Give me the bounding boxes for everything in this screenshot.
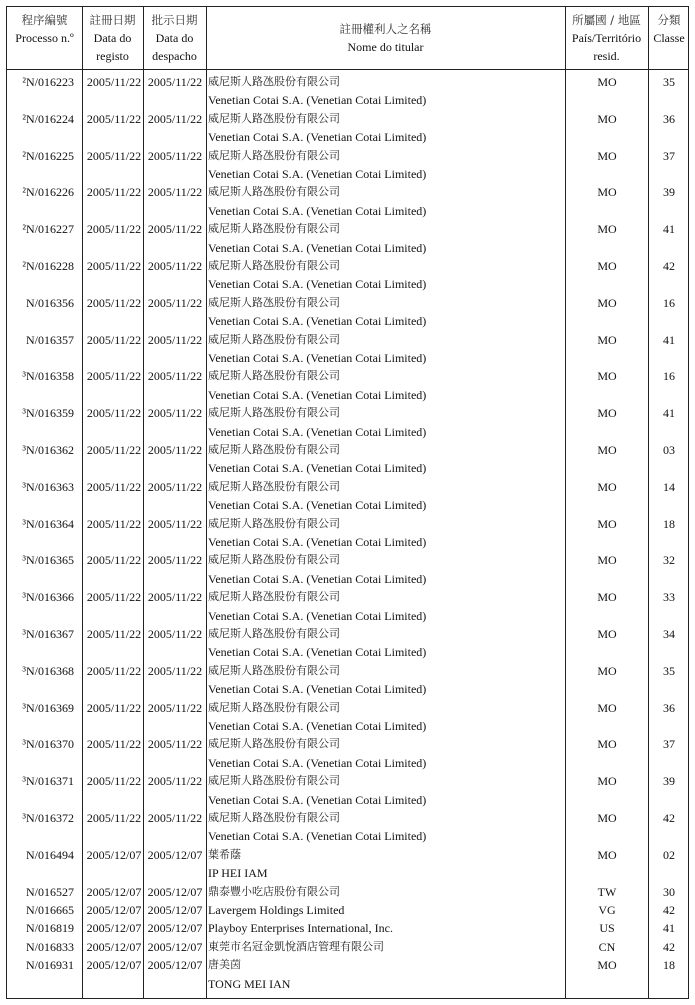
holder-name [208, 220, 563, 257]
registration-date: 2005/12/07 [86, 884, 142, 899]
registration-date: 2005/11/22 [86, 75, 142, 89]
country-code: MO [597, 258, 617, 273]
holder-name-zh: 東莞市名冠金凱悅酒店管理有限公司 [208, 939, 384, 953]
country-code: MO [597, 406, 617, 421]
table-row [7, 441, 688, 478]
registration-date: 2005/11/22 [86, 111, 142, 126]
table-row [7, 735, 688, 772]
table-row [7, 846, 688, 883]
dispatch-date: 2005/11/22 [147, 479, 203, 494]
holder-name-zh: 鼎泰豐小吃店股份有限公司 [208, 884, 340, 898]
class-number: 42 [663, 902, 675, 917]
country-code: MO [597, 958, 617, 973]
header-reg-date [82, 7, 143, 69]
table-row [7, 901, 688, 919]
holder-name [208, 625, 563, 662]
holder-name-zh: 威尼斯人路氹股份有限公司 [208, 406, 340, 420]
process-number: ²N/016223 [22, 75, 74, 89]
country-code: MO [597, 700, 617, 715]
dispatch-date: 2005/11/22 [147, 553, 203, 568]
process-number: ³N/016359 [22, 406, 74, 421]
holder-name [208, 478, 563, 515]
country-code: MO [597, 295, 617, 310]
country-code: MO [597, 663, 617, 678]
holder-name-en: Venetian Cotai S.A. (Venetian Cotai Limited) [208, 130, 427, 145]
header-desp-date-zh: 批示日期 [151, 13, 198, 27]
holder-name [208, 147, 563, 184]
holder-name-en: Lavergem Holdings Limited [208, 902, 345, 917]
dispatch-date: 2005/11/22 [147, 369, 203, 384]
header-holder [206, 7, 565, 69]
holder-name-zh: 威尼斯人路氹股份有限公司 [208, 295, 340, 309]
holder-name-zh: 唐美茵 [208, 958, 241, 972]
process-number: ³N/016369 [22, 700, 74, 715]
dispatch-date: 2005/11/22 [147, 442, 203, 457]
class-number: 33 [663, 590, 675, 605]
dispatch-date: 2005/11/22 [147, 700, 203, 715]
process-number: ³N/016370 [22, 737, 74, 752]
class-number: 30 [663, 884, 675, 899]
holder-name-zh: 葉希蔭 [208, 847, 241, 861]
table-row [7, 551, 688, 588]
holder-name-en: Venetian Cotai S.A. (Venetian Cotai Limited) [208, 498, 427, 513]
process-number: ²N/016227 [22, 222, 74, 237]
class-number: 42 [663, 258, 675, 273]
table-row [7, 147, 688, 184]
class-number: 35 [663, 663, 675, 678]
holder-name [208, 883, 563, 901]
holder-name-en: Venetian Cotai S.A. (Venetian Cotai Limited) [208, 167, 427, 181]
class-number: 42 [663, 810, 675, 825]
holder-name [208, 956, 563, 993]
header-holder-zh: 註冊權利人之名稱 [339, 22, 432, 36]
header-process [7, 7, 82, 69]
header-divider [7, 69, 688, 70]
registration-date: 2005/11/22 [86, 553, 142, 568]
registration-date: 2005/11/22 [86, 774, 142, 789]
country-code: VG [598, 902, 616, 917]
holder-name-en: Venetian Cotai S.A. (Venetian Cotai Limited) [208, 608, 427, 623]
holder-name [208, 73, 563, 110]
holder-name-zh: 威尼斯人路氹股份有限公司 [208, 75, 340, 88]
holder-name [208, 809, 563, 846]
dispatch-date: 2005/11/22 [147, 737, 203, 752]
class-number: 03 [663, 442, 675, 457]
country-code: MO [597, 774, 617, 789]
header-reg-date-zh: 註冊日期 [89, 13, 136, 27]
process-number: N/016833 [26, 939, 74, 954]
registration-date: 2005/11/22 [86, 700, 142, 715]
table-row [7, 662, 688, 699]
header-class-pt: Classe [653, 31, 685, 45]
country-code: MO [597, 516, 617, 531]
holder-name [208, 938, 563, 956]
country-code: US [599, 921, 615, 936]
holder-name [208, 515, 563, 552]
holder-name [208, 441, 563, 478]
country-code: MO [597, 185, 617, 200]
table-row [7, 772, 688, 809]
holder-name-zh: 威尼斯人路氹股份有限公司 [208, 185, 340, 199]
registration-date: 2005/11/22 [86, 479, 142, 494]
holder-name-zh: 威尼斯人路氹股份有限公司 [208, 737, 340, 751]
holder-name-en: Venetian Cotai S.A. (Venetian Cotai Limited) [208, 203, 427, 218]
dispatch-date: 2005/12/07 [147, 921, 203, 936]
registration-date: 2005/12/07 [86, 921, 142, 936]
process-number: ³N/016365 [22, 553, 74, 568]
table-row [7, 331, 688, 368]
holder-name-en: Venetian Cotai S.A. (Venetian Cotai Limited) [208, 240, 427, 255]
class-number: 42 [663, 939, 675, 954]
registration-date: 2005/11/22 [86, 222, 142, 237]
class-number: 16 [663, 295, 675, 310]
registration-date: 2005/12/07 [86, 958, 142, 973]
table-row [7, 73, 688, 110]
holder-name-zh: 威尼斯人路氹股份有限公司 [208, 442, 340, 456]
process-number: N/016665 [26, 902, 74, 917]
holder-name [208, 367, 563, 404]
table-row [7, 367, 688, 404]
holder-name [208, 331, 563, 368]
table-row [7, 478, 688, 515]
holder-name [208, 772, 563, 809]
class-number: 36 [663, 111, 675, 126]
holder-name-en: Venetian Cotai S.A. (Venetian Cotai Limited) [208, 424, 427, 439]
registration-date: 2005/12/07 [86, 902, 142, 917]
holder-name-zh: 威尼斯人路氹股份有限公司 [208, 590, 340, 604]
class-number: 39 [663, 774, 675, 789]
header-process-pt: Processo n.º [15, 31, 74, 45]
registration-date: 2005/12/07 [86, 847, 142, 862]
registration-date: 2005/11/22 [86, 810, 142, 825]
dispatch-date: 2005/11/22 [147, 516, 203, 531]
class-number: 32 [663, 553, 675, 568]
registration-date: 2005/11/22 [86, 737, 142, 752]
table-row [7, 220, 688, 257]
country-code: MO [597, 442, 617, 457]
process-number: N/016356 [26, 295, 74, 310]
holder-name-zh: 威尼斯人路氹股份有限公司 [208, 258, 340, 272]
class-number: 41 [663, 332, 675, 347]
country-code: MO [597, 369, 617, 384]
header-holder-pt: Nome do titular [347, 40, 424, 54]
registration-date: 2005/11/22 [86, 148, 142, 163]
header-class [648, 7, 690, 69]
dispatch-date: 2005/11/22 [147, 663, 203, 678]
holder-name [208, 588, 563, 625]
country-code: MO [597, 626, 617, 641]
holder-name-zh: 威尼斯人路氹股份有限公司 [208, 774, 340, 788]
class-number: 41 [663, 406, 675, 421]
registration-date: 2005/12/07 [86, 939, 142, 954]
class-number: 02 [663, 847, 675, 862]
dispatch-date: 2005/12/07 [147, 939, 203, 954]
dispatch-date: 2005/11/22 [147, 295, 203, 310]
holder-name-en: Venetian Cotai S.A. (Venetian Cotai Limited) [208, 755, 427, 770]
class-number: 41 [663, 921, 675, 936]
table-row [7, 956, 688, 993]
registration-date: 2005/11/22 [86, 295, 142, 310]
dispatch-date: 2005/11/22 [147, 406, 203, 421]
holder-name-zh: 威尼斯人路氹股份有限公司 [208, 700, 340, 714]
class-number: 18 [663, 516, 675, 531]
header-reg-date-pt2: registo [96, 49, 129, 63]
process-number: ²N/016225 [22, 148, 74, 163]
table-row [7, 110, 688, 147]
table-row [7, 938, 688, 956]
registration-date: 2005/11/22 [86, 258, 142, 273]
country-code: MO [597, 590, 617, 605]
holder-name-en: Venetian Cotai S.A. (Venetian Cotai Limited) [208, 461, 427, 476]
registration-date: 2005/11/22 [86, 663, 142, 678]
class-number: 37 [663, 148, 675, 163]
process-number: ³N/016368 [22, 663, 74, 678]
table-row [7, 809, 688, 846]
process-number: ³N/016364 [22, 516, 74, 531]
holder-name-zh: 威尼斯人路氹股份有限公司 [208, 222, 340, 236]
holder-name [208, 901, 563, 919]
holder-name-zh: 威尼斯人路氹股份有限公司 [208, 626, 340, 640]
registration-date: 2005/11/22 [86, 406, 142, 421]
dispatch-date: 2005/11/22 [147, 590, 203, 605]
dispatch-date: 2005/11/22 [147, 258, 203, 273]
holder-name-en: Venetian Cotai S.A. (Venetian Cotai Limited) [208, 314, 427, 329]
process-number: ³N/016362 [22, 442, 74, 457]
country-code: MO [597, 847, 617, 862]
holder-name [208, 662, 563, 699]
process-number: ³N/016372 [22, 810, 74, 825]
registration-date: 2005/11/22 [86, 369, 142, 384]
dispatch-date: 2005/12/07 [147, 884, 203, 899]
process-number: ²N/016224 [22, 111, 74, 126]
holder-name [208, 404, 563, 441]
process-number: ³N/016366 [22, 590, 74, 605]
holder-name-en: Venetian Cotai S.A. (Venetian Cotai Limited) [208, 93, 427, 108]
process-number: N/016819 [26, 921, 74, 936]
holder-name [208, 699, 563, 736]
country-code: MO [597, 222, 617, 237]
country-code: MO [597, 479, 617, 494]
class-number: 37 [663, 737, 675, 752]
header-country-zh: 所屬國 / 地區 [572, 13, 641, 27]
dispatch-date: 2005/11/22 [147, 774, 203, 789]
holder-name-en: Venetian Cotai S.A. (Venetian Cotai Limited) [208, 718, 427, 733]
dispatch-date: 2005/12/07 [147, 958, 203, 973]
holder-name [208, 551, 563, 588]
dispatch-date: 2005/11/22 [147, 185, 203, 200]
holder-name-en: Venetian Cotai S.A. (Venetian Cotai Limited) [208, 387, 427, 402]
dispatch-date: 2005/11/22 [147, 111, 203, 126]
dispatch-date: 2005/11/22 [147, 810, 203, 825]
holder-name-zh: 威尼斯人路氹股份有限公司 [208, 516, 340, 530]
holder-name [208, 294, 563, 331]
country-code: TW [597, 884, 617, 899]
registration-date: 2005/11/22 [86, 516, 142, 531]
country-code: MO [597, 148, 617, 163]
dispatch-date: 2005/11/22 [147, 626, 203, 641]
holder-name-en: Playboy Enterprises International, Inc. [208, 921, 393, 936]
table-row [7, 588, 688, 625]
country-code: MO [597, 332, 617, 347]
header-class-zh: 分類 [657, 13, 681, 27]
header-country [565, 7, 648, 69]
holder-name-zh: 威尼斯人路氹股份有限公司 [208, 810, 340, 824]
header-desp-date-pt1: Data do [155, 31, 194, 45]
class-number: 39 [663, 185, 675, 200]
holder-name-zh: 威尼斯人路氹股份有限公司 [208, 663, 340, 677]
holder-name [208, 257, 563, 294]
process-number: N/016494 [26, 847, 74, 862]
holder-name-en: Venetian Cotai S.A. (Venetian Cotai Limited) [208, 645, 427, 660]
header-country-pt1: País/Território [571, 31, 642, 45]
registry-table [6, 6, 689, 999]
table-row [7, 257, 688, 294]
class-number: 36 [663, 700, 675, 715]
registration-date: 2005/11/22 [86, 590, 142, 605]
class-number: 35 [663, 75, 675, 89]
holder-name [208, 735, 563, 772]
holder-name-zh: 威尼斯人路氹股份有限公司 [208, 369, 340, 383]
country-code: MO [597, 111, 617, 126]
holder-name-zh: 威尼斯人路氹股份有限公司 [208, 111, 340, 125]
header-desp-date [143, 7, 206, 69]
table-body [7, 73, 688, 993]
process-number: N/016931 [26, 958, 74, 973]
class-number: 14 [663, 479, 675, 494]
registration-date: 2005/11/22 [86, 185, 142, 200]
class-number: 41 [663, 222, 675, 237]
country-code: MO [597, 737, 617, 752]
header-process-zh: 程序編號 [21, 13, 68, 27]
table-row [7, 919, 688, 937]
holder-name-en: Venetian Cotai S.A. (Venetian Cotai Limited) [208, 277, 427, 292]
process-number: ³N/016363 [22, 479, 74, 494]
dispatch-date: 2005/11/22 [147, 148, 203, 163]
process-number: ²N/016228 [22, 258, 74, 273]
country-code: MO [597, 553, 617, 568]
header-country-pt2: resid. [593, 49, 620, 63]
country-code: CN [598, 939, 616, 954]
process-number: N/016527 [26, 884, 74, 899]
process-number: N/016357 [26, 332, 74, 347]
country-code: MO [597, 75, 617, 89]
table-row [7, 625, 688, 662]
process-number: ³N/016371 [22, 774, 74, 789]
holder-name-en: Venetian Cotai S.A. (Venetian Cotai Limited) [208, 534, 427, 549]
process-number: ³N/016358 [22, 369, 74, 384]
holder-name-zh: 威尼斯人路氹股份有限公司 [208, 553, 340, 567]
class-number: 18 [663, 958, 675, 973]
header-reg-date-pt1: Data do [93, 31, 132, 45]
registration-date: 2005/11/22 [86, 626, 142, 641]
header-desp-date-pt2: despacho [152, 49, 197, 63]
registration-date: 2005/11/22 [86, 332, 142, 347]
holder-name-en: TONG MEI IAN [208, 976, 291, 991]
table-row [7, 699, 688, 736]
holder-name [208, 110, 563, 147]
table-row [7, 294, 688, 331]
holder-name-zh: 威尼斯人路氹股份有限公司 [208, 148, 340, 162]
table-row [7, 515, 688, 552]
table-row [7, 183, 688, 220]
dispatch-date: 2005/11/22 [147, 222, 203, 237]
holder-name [208, 919, 563, 937]
dispatch-date: 2005/11/22 [147, 75, 203, 89]
table-row [7, 404, 688, 441]
holder-name-en: Venetian Cotai S.A. (Venetian Cotai Limited) [208, 682, 427, 697]
holder-name-en: Venetian Cotai S.A. (Venetian Cotai Limited) [208, 829, 427, 844]
holder-name-en: Venetian Cotai S.A. (Venetian Cotai Limited) [208, 350, 427, 365]
class-number: 16 [663, 369, 675, 384]
process-number: ²N/016226 [22, 185, 74, 200]
holder-name-en: Venetian Cotai S.A. (Venetian Cotai Limited) [208, 571, 427, 586]
holder-name-en: Venetian Cotai S.A. (Venetian Cotai Limited) [208, 792, 427, 807]
country-code: MO [597, 810, 617, 825]
holder-name-en: IP HEI IAM [208, 866, 268, 881]
dispatch-date: 2005/12/07 [147, 847, 203, 862]
dispatch-date: 2005/12/07 [147, 902, 203, 917]
dispatch-date: 2005/11/22 [147, 332, 203, 347]
process-number: ³N/016367 [22, 626, 74, 641]
table-row [7, 883, 688, 901]
holder-name-zh: 威尼斯人路氹股份有限公司 [208, 479, 340, 493]
holder-name [208, 183, 563, 220]
class-number: 34 [663, 626, 675, 641]
holder-name [208, 846, 563, 883]
registration-date: 2005/11/22 [86, 442, 142, 457]
holder-name-zh: 威尼斯人路氹股份有限公司 [208, 332, 340, 346]
